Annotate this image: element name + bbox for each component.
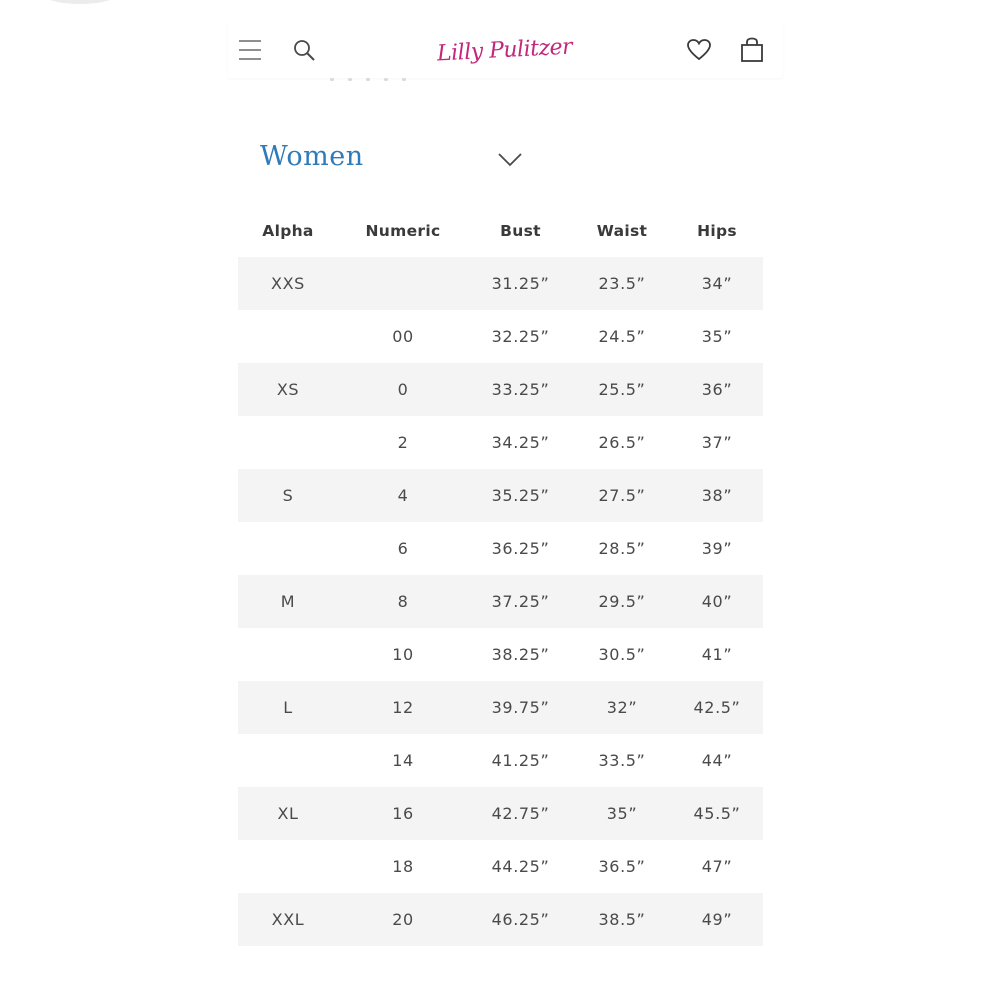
cell-bust: 37.25” — [491, 592, 550, 611]
cell-hips: 41” — [701, 645, 733, 664]
cell-bust: 34.25” — [491, 433, 550, 452]
cell-bust: 32.25” — [491, 327, 550, 346]
cell-hips: 39” — [701, 539, 733, 558]
cell-bust: 42.75” — [491, 804, 550, 823]
corner-decoration — [40, 0, 120, 4]
cell-numeric: 14 — [392, 751, 414, 770]
shopping-bag-icon — [740, 37, 764, 63]
cell-hips: 45.5” — [693, 804, 741, 823]
table-row — [238, 257, 763, 310]
table-row — [238, 363, 763, 416]
column-header-numeric: Numeric — [365, 222, 441, 240]
table-row — [238, 787, 763, 840]
table-row — [238, 628, 763, 681]
shopping-bag-button[interactable] — [734, 32, 770, 68]
cell-waist: 29.5” — [598, 592, 646, 611]
table-row — [238, 840, 763, 893]
cell-alpha: XXS — [271, 274, 305, 293]
cell-bust: 41.25” — [491, 751, 550, 770]
cell-hips: 35” — [701, 327, 733, 346]
cell-waist: 26.5” — [598, 433, 646, 452]
chevron-down-icon — [496, 149, 524, 169]
brand-logo[interactable] — [420, 26, 590, 74]
table-row — [238, 522, 763, 575]
cell-numeric: 20 — [392, 910, 414, 929]
search-button[interactable] — [286, 32, 322, 68]
cell-bust: 36.25” — [491, 539, 550, 558]
cell-numeric: 2 — [397, 433, 409, 452]
column-header-bust: Bust — [500, 222, 541, 240]
table-row — [238, 681, 763, 734]
table-row — [238, 310, 763, 363]
cell-bust: 33.25” — [491, 380, 550, 399]
cell-waist: 25.5” — [598, 380, 646, 399]
cell-numeric: 18 — [392, 857, 414, 876]
cell-bust: 44.25” — [491, 857, 550, 876]
cell-waist: 23.5” — [598, 274, 646, 293]
cell-alpha: XXL — [271, 910, 305, 929]
cell-waist: 32” — [606, 698, 638, 717]
cell-numeric: 10 — [392, 645, 414, 664]
dropdown-selected-label: Women — [260, 141, 364, 172]
cell-hips: 47” — [701, 857, 733, 876]
cell-numeric: 16 — [392, 804, 414, 823]
table-row — [238, 734, 763, 787]
cell-bust: 38.25” — [491, 645, 550, 664]
cell-bust: 35.25” — [491, 486, 550, 505]
cell-hips: 42.5” — [693, 698, 741, 717]
cell-waist: 28.5” — [598, 539, 646, 558]
cell-numeric: 6 — [397, 539, 409, 558]
cell-numeric: 0 — [397, 380, 409, 399]
cell-waist: 24.5” — [598, 327, 646, 346]
cell-hips: 37” — [701, 433, 733, 452]
cell-alpha: XS — [276, 380, 300, 399]
cell-alpha: M — [280, 592, 296, 611]
heart-icon — [686, 38, 712, 62]
size-chart-table — [238, 205, 763, 946]
cell-hips: 38” — [701, 486, 733, 505]
cell-waist: 35” — [606, 804, 638, 823]
cell-bust: 39.75” — [491, 698, 550, 717]
search-icon — [292, 38, 316, 62]
cell-hips: 49” — [701, 910, 733, 929]
cell-alpha: S — [282, 486, 294, 505]
cell-alpha: XL — [277, 804, 299, 823]
menu-button[interactable] — [232, 32, 268, 68]
wishlist-button[interactable] — [681, 32, 717, 68]
cell-hips: 36” — [701, 380, 733, 399]
cell-numeric: 8 — [397, 592, 409, 611]
column-header-hips: Hips — [697, 222, 737, 240]
cell-waist: 30.5” — [598, 645, 646, 664]
logo-text: Lilly Pulitzer — [436, 33, 574, 67]
cell-hips: 40” — [701, 592, 733, 611]
cell-waist: 27.5” — [598, 486, 646, 505]
table-header-row — [238, 205, 763, 257]
hamburger-menu-icon — [238, 39, 262, 61]
cell-hips: 34” — [701, 274, 733, 293]
cell-bust: 31.25” — [491, 274, 550, 293]
cell-waist: 33.5” — [598, 751, 646, 770]
column-header-alpha: Alpha — [262, 222, 314, 240]
table-row — [238, 575, 763, 628]
cell-alpha: L — [283, 698, 293, 717]
cell-bust: 46.25” — [491, 910, 550, 929]
cell-waist: 38.5” — [598, 910, 646, 929]
cell-numeric: 12 — [392, 698, 414, 717]
cell-hips: 44” — [701, 751, 733, 770]
table-row — [238, 893, 763, 946]
cell-waist: 36.5” — [598, 857, 646, 876]
column-header-waist: Waist — [596, 222, 648, 240]
table-row — [238, 469, 763, 522]
table-row — [238, 416, 763, 469]
faint-divider — [330, 78, 460, 82]
category-dropdown[interactable] — [258, 135, 528, 187]
site-header — [228, 22, 783, 78]
cell-numeric: 00 — [392, 327, 414, 346]
cell-numeric: 4 — [397, 486, 409, 505]
